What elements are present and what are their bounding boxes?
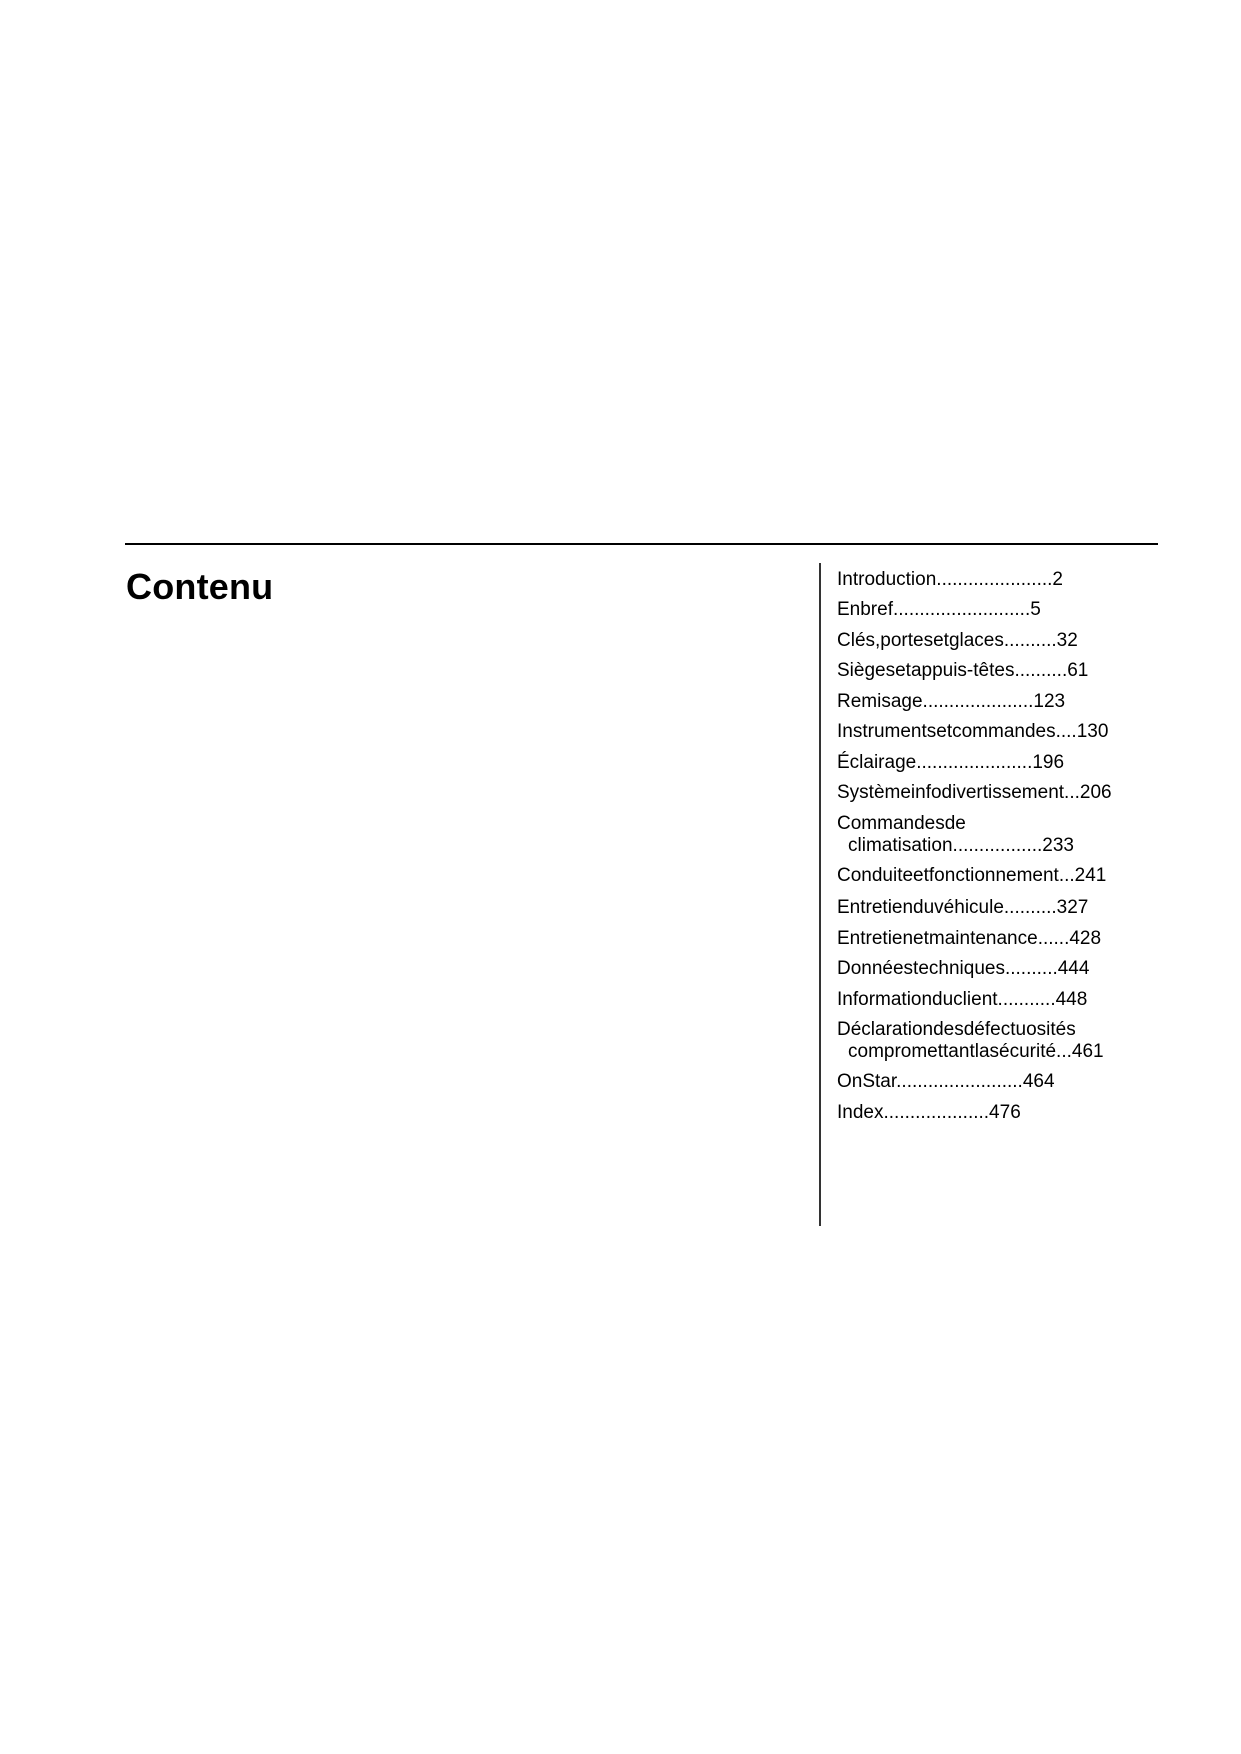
toc-entry-text: Commandesde <box>837 813 966 834</box>
toc-entry-entretien-vehicule[interactable] <box>837 897 1088 919</box>
toc-entry-text: Siègesetappuis-têtes..........61 <box>837 660 1089 681</box>
toc-entry-text: Instrumentsetcommandes....130 <box>837 721 1109 742</box>
toc-entry-text: Introduction......................2 <box>837 569 1063 590</box>
toc-entry-conduite-fonctionnement[interactable] <box>837 865 1106 887</box>
toc-entry-text: Systèmeinfodivertissement...206 <box>837 782 1112 803</box>
toc-entry-en-bref[interactable] <box>837 599 1041 621</box>
toc-entry-text: Remisage.....................123 <box>837 691 1066 712</box>
header-rule <box>125 543 1158 545</box>
toc-entry-text: OnStar........................464 <box>837 1071 1055 1092</box>
toc-entry-cles-portes-glaces[interactable] <box>837 630 1078 652</box>
toc-entry-onstar[interactable] <box>837 1071 1055 1093</box>
toc-entry-information-client[interactable] <box>837 989 1087 1011</box>
toc-entry-instruments-commandes[interactable] <box>837 721 1108 743</box>
toc-entry-text: Index....................476 <box>837 1102 1021 1123</box>
toc-entry-remisage[interactable] <box>837 691 1065 713</box>
toc-entry-declaration-defectuosites[interactable] <box>837 1019 1104 1063</box>
toc-entry-entretien-maintenance[interactable] <box>837 928 1101 950</box>
toc-entry-text: Informationduclient...........448 <box>837 989 1088 1010</box>
toc-entry-text-continued: compromettantlasécurité...461 <box>848 1041 1104 1062</box>
toc-entry-text: Déclarationdesdéfectuosités <box>837 1019 1076 1040</box>
toc-entry-introduction[interactable] <box>837 569 1063 591</box>
page-title: Contenu <box>126 566 274 607</box>
toc-entry-sieges-appuis-tetes[interactable] <box>837 660 1088 682</box>
toc-entry-text: Enbref..........................5 <box>837 599 1041 620</box>
toc-entry-text: Entretienetmaintenance......428 <box>837 928 1102 949</box>
toc-entry-text: Entretienduvéhicule..........327 <box>837 897 1089 918</box>
toc-entry-donnees-techniques[interactable] <box>837 958 1089 980</box>
toc-entry-index[interactable] <box>837 1102 1021 1124</box>
toc-entry-text: Conduiteetfonctionnement...241 <box>837 865 1107 886</box>
toc-entry-text-continued: climatisation.................233 <box>848 835 1074 856</box>
toc-entry-text: Clés,portesetglaces..........32 <box>837 630 1078 651</box>
toc-entry-text: Donnéestechniques..........444 <box>837 958 1090 979</box>
toc-entry-text: Éclairage......................196 <box>837 752 1065 773</box>
toc-entry-eclairage[interactable] <box>837 752 1064 774</box>
column-divider <box>819 563 821 1226</box>
toc-entry-systeme-infodivertissement[interactable] <box>837 782 1112 804</box>
toc-entry-commandes-climatisation[interactable] <box>837 813 1074 857</box>
